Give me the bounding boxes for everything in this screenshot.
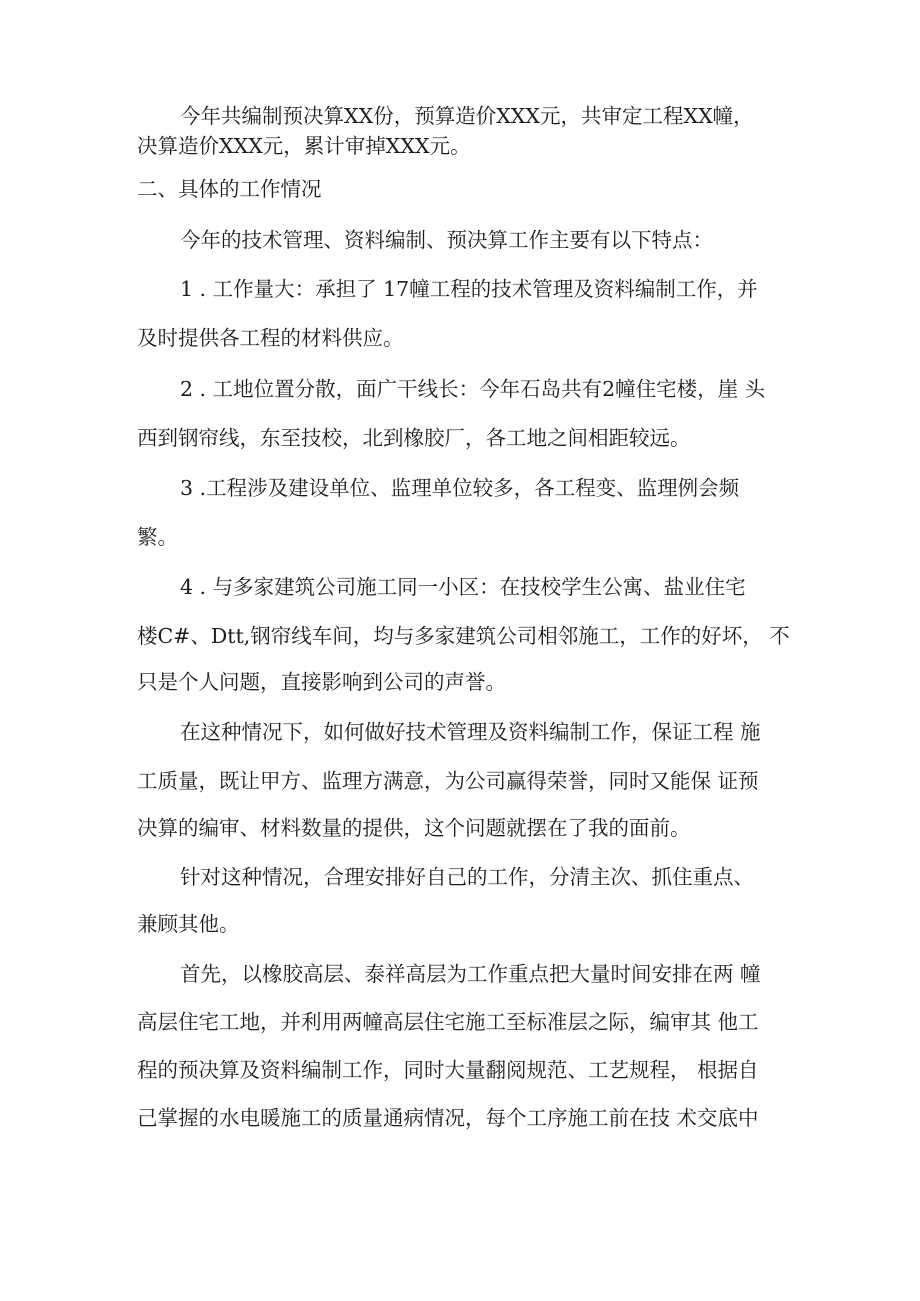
text-line: 针对这种情况，合理安排好自己的工作，分清主次、抓住重点、 <box>180 865 754 889</box>
text-line: 高层住宅工地，并利用两幢高层住宅施工至标准层之际，编审其 他工 <box>137 1010 759 1034</box>
heading-text: 二、具体的工作情况 <box>137 177 322 201</box>
text-line: 决算的编审、材料数量的提供，这个问题就摆在了我的面前。 <box>137 816 691 840</box>
list-item-4-cont-2 <box>0 664 920 700</box>
paragraph-situation-cont-1 <box>0 763 920 799</box>
list-item-3-cont <box>0 519 920 555</box>
list-item-1 <box>0 271 920 307</box>
paragraph-intro <box>0 222 920 258</box>
text-line: 2 . 工地位置分散，面广干线长：今年石岛共有2幢住宅楼，崖 头 <box>180 377 766 401</box>
paragraph-first-cont-2 <box>0 1052 920 1088</box>
list-item-4-cont-1 <box>0 618 920 654</box>
paragraph-first-cont-3 <box>0 1100 920 1136</box>
paragraph-situation <box>0 714 920 750</box>
paragraph-situation-cont-2 <box>0 810 920 846</box>
paragraph-response-cont <box>0 906 920 942</box>
text-line: 西到钢帘线，东至技校，北到橡胶厂，各工地之间相距较远。 <box>137 426 691 450</box>
text-line: 工质量，既让甲方、监理方满意，为公司赢得荣誉，同时又能保 证预 <box>137 769 759 793</box>
section-heading <box>0 171 920 207</box>
text-line: 3 .工程涉及建设单位、监理单位较多，各工程变、监理例会频 <box>180 476 740 500</box>
text-line: 决算造价XXX元，累计审掉XXX元。 <box>137 134 471 158</box>
text-line: 繁。 <box>137 525 178 549</box>
list-item-1-cont <box>0 320 920 356</box>
text-line: 楼C#、Dtt,钢帘线车间，均与多家建筑公司相邻施工，工作的好坏， 不 <box>137 624 790 648</box>
text-line: 今年共编制预决算XX份，预算造价XXX元，共审定工程XX幢， <box>180 104 754 128</box>
text-line: 今年的技术管理、资料编制、预决算工作主要有以下特点： <box>180 228 713 252</box>
text-line: 只是个人问题，直接影响到公司的声誉。 <box>137 670 506 694</box>
text-line: 及时提供各工程的材料供应。 <box>137 326 404 350</box>
list-item-2 <box>0 371 920 407</box>
list-item-3 <box>0 470 920 506</box>
paragraph-summary-cont <box>0 128 920 164</box>
text-line: 程的预决算及资料编制工作，同时大量翻阅规范、工艺规程， 根据自 <box>137 1058 759 1082</box>
paragraph-first <box>0 956 920 992</box>
list-item-2-cont <box>0 420 920 456</box>
text-line: 4 . 与多家建筑公司施工同一小区：在技校学生公寓、盐业住宅 <box>180 575 746 599</box>
text-line: 兼顾其他。 <box>137 912 240 936</box>
text-line: 首先，以橡胶高层、泰祥高层为工作重点把大量时间安排在两 幢 <box>180 962 761 986</box>
paragraph-response <box>0 859 920 895</box>
text-line: 己掌握的水电暖施工的质量通病情况，每个工序施工前在技 术交底中 <box>137 1106 759 1130</box>
list-item-4 <box>0 569 920 605</box>
paragraph-first-cont-1 <box>0 1004 920 1040</box>
text-line: 1 . 工作量大：承担了 17幢工程的技术管理及资料编制工作，并 <box>180 277 758 301</box>
text-line: 在这种情况下，如何做好技术管理及资料编制工作，保证工程 施 <box>180 720 761 744</box>
